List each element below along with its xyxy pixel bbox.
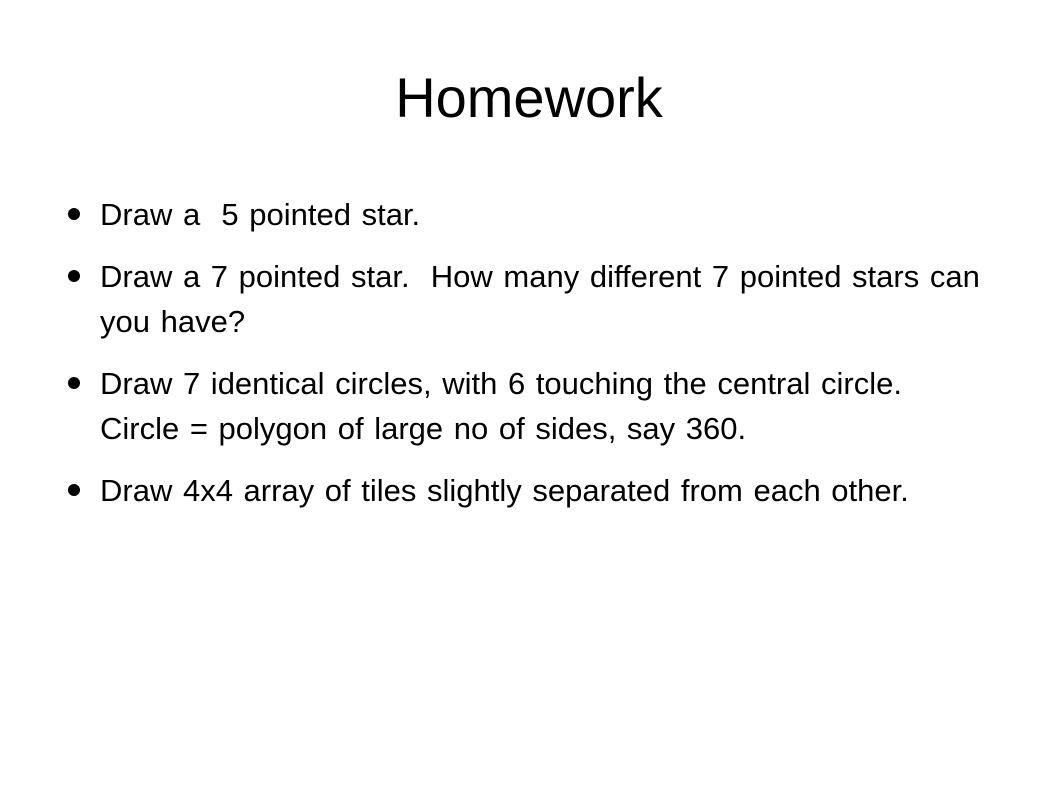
bullet-text: Draw 7 identical circles, with 6 touching the central circle. Circle = polygon of large no of sides, say 360.: [100, 366, 924, 446]
bullet-item: [68, 254, 998, 344]
slide-title: Homework: [395, 66, 663, 129]
bullet-text: Draw 4x4 array of tiles slightly separated from each other.: [100, 473, 909, 508]
bullet-text: Draw a 7 pointed star. How many different 7 pointed stars can you have?: [100, 259, 991, 339]
bullet-list: [68, 192, 998, 530]
bullet-dot-icon: [68, 208, 80, 220]
bullet-item: [68, 192, 998, 237]
bullet-text: Draw a 5 pointed star.: [100, 197, 421, 232]
bullet-item: [68, 468, 998, 513]
bullet-item: [68, 361, 998, 451]
bullet-dot-icon: [68, 377, 80, 389]
bullet-dot-icon: [68, 270, 80, 282]
bullet-dot-icon: [68, 484, 80, 496]
